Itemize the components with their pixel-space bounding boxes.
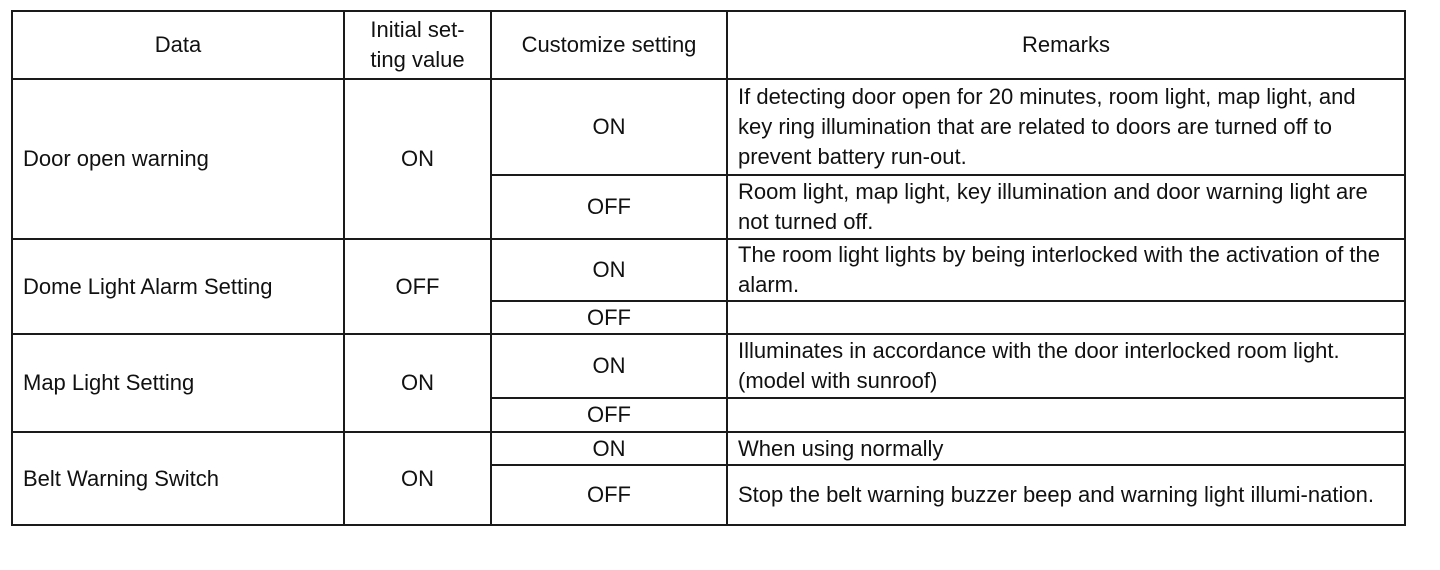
data-cell: Belt Warning Switch: [12, 432, 344, 525]
customize-setting-cell: OFF: [491, 175, 727, 239]
table-row: [12, 432, 1405, 465]
table-row: [12, 334, 1405, 398]
initial-value-cell: OFF: [344, 239, 491, 334]
remark-cell: The room light lights by being interlocked with the activation of the alarm.: [727, 239, 1405, 301]
header-initial-setting-value: Initial set-ting value: [344, 11, 491, 79]
initial-value-cell: ON: [344, 334, 491, 432]
remark-cell: [727, 398, 1405, 432]
remark-cell: If detecting door open for 20 minutes, room light, map light, and key ring illumination that are related to doors are turned off to prevent battery run-out.: [727, 79, 1405, 175]
data-cell: Dome Light Alarm Setting: [12, 239, 344, 334]
remark-cell: Illuminates in accordance with the door interlocked room light. (model with sunroof): [727, 334, 1405, 398]
customize-settings-table: [11, 10, 1406, 526]
remark-cell: Stop the belt warning buzzer beep and warning light illumi-nation.: [727, 465, 1405, 525]
table-row: [12, 239, 1405, 301]
customize-setting-cell: OFF: [491, 301, 727, 334]
initial-value-cell: ON: [344, 79, 491, 239]
remark-cell: [727, 301, 1405, 334]
remark-cell: When using normally: [727, 432, 1405, 465]
remark-cell: Room light, map light, key illumination and door warning light are not turned off.: [727, 175, 1405, 239]
data-cell: Door open warning: [12, 79, 344, 239]
customize-setting-cell: ON: [491, 334, 727, 398]
customize-setting-cell: ON: [491, 432, 727, 465]
initial-value-cell: ON: [344, 432, 491, 525]
header-data: Data: [12, 11, 344, 79]
customize-setting-cell: OFF: [491, 465, 727, 525]
customize-setting-cell: ON: [491, 239, 727, 301]
table-row: [12, 79, 1405, 175]
customize-setting-cell: ON: [491, 79, 727, 175]
table-header-row: [12, 11, 1405, 79]
header-customize-setting: Customize setting: [491, 11, 727, 79]
customize-setting-cell: OFF: [491, 398, 727, 432]
header-remarks: Remarks: [727, 11, 1405, 79]
data-cell: Map Light Setting: [12, 334, 344, 432]
